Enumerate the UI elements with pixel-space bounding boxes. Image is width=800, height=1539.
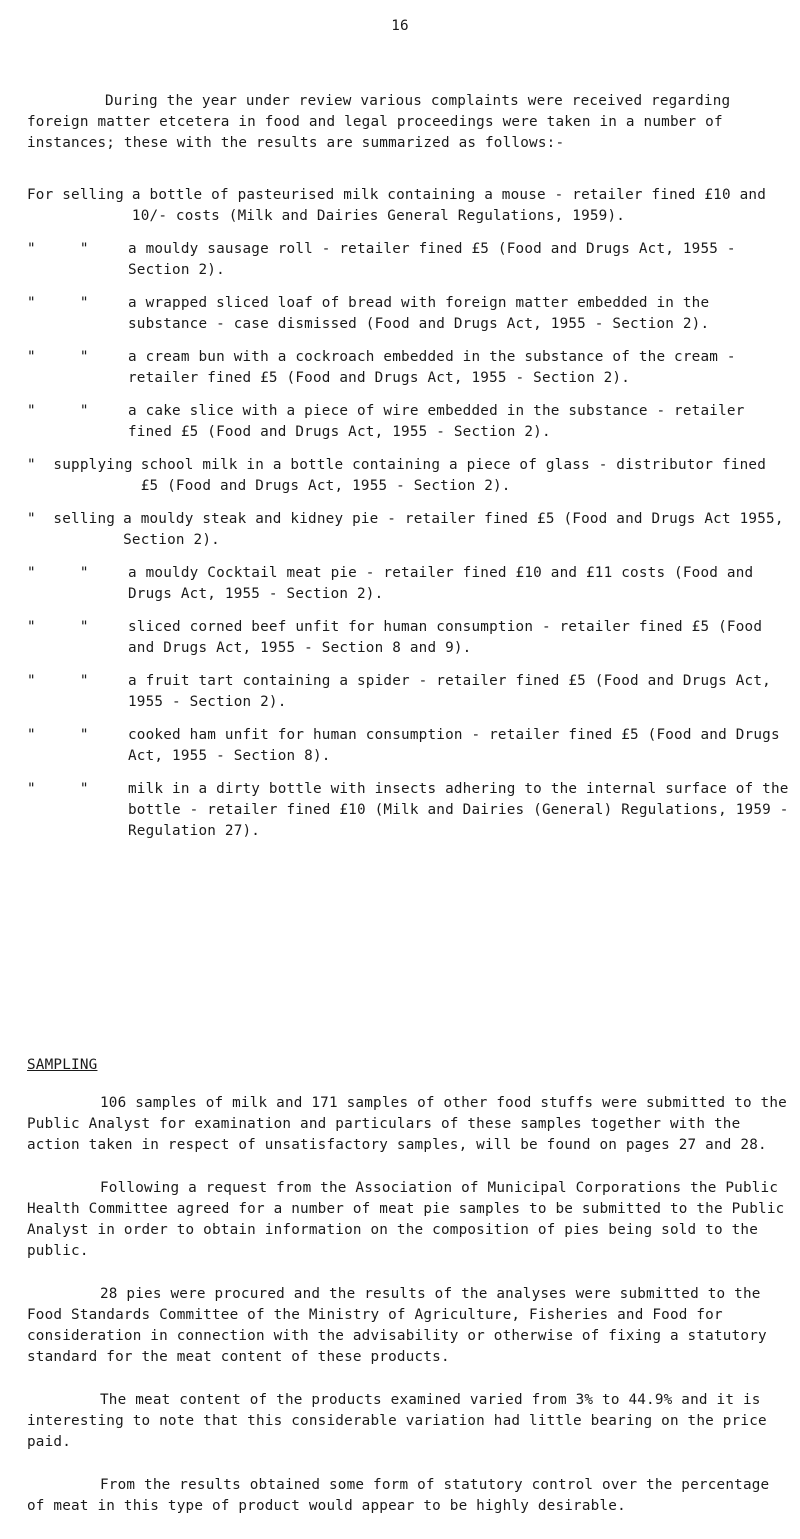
sampling-paragraph: 106 samples of milk and 171 samples of other food stuffs were submitted to the Public Analyst for examination and particulars of these samples together with the action taken in respect of unsatisfactory samples, will be found on pages 27 and 28.	[27, 1095, 787, 1153]
proceeding-lead: " "	[27, 241, 89, 257]
proceeding-text: a fruit tart containing a spider - retailer fined £5 (Food and Drugs Act, 1955 - Section 2).	[128, 673, 771, 710]
proceeding-item	[0, 347, 800, 389]
proceeding-lead: " "	[27, 349, 89, 365]
sampling-paragraph: The meat content of the products examined varied from 3% to 44.9% and it is interesting to note that this considerable variation had little bearing on the price paid.	[27, 1392, 767, 1450]
proceeding-lead: " selling	[27, 511, 116, 527]
proceeding-text: a cream bun with a cockroach embedded in the substance of the cream - retailer fined £5 (Food and Drugs Act, 1955 - Section 2).	[128, 349, 736, 386]
sampling-paragraph: From the results obtained some form of statutory control over the percentage of meat in this type of product would appear to be highly desirable.	[27, 1477, 770, 1514]
proceeding-item	[0, 563, 800, 605]
proceeding-lead: " "	[27, 673, 89, 689]
proceeding-text: milk in a dirty bottle with insects adhering to the internal surface of the bottle - retailer fined £10 (Milk and Dairies (General) Regulations, 1959 - Regulation 27).	[128, 781, 789, 839]
proceeding-item	[0, 671, 800, 713]
proceeding-item	[0, 725, 800, 767]
proceeding-text: a mouldy Cocktail meat pie - retailer fined £10 and £11 costs (Food and Drugs Act, 1955 - Section 2).	[128, 565, 754, 602]
proceeding-text: school milk in a bottle containing a piece of glass - distributor fined £5 (Food and Drugs Act, 1955 - Section 2).	[140, 457, 767, 494]
proceeding-item	[0, 509, 800, 551]
sampling-paragraph: 28 pies were procured and the results of the analyses were submitted to the Food Standards Committee of the Ministry of Agriculture, Fisheries and Food for consideration in connection with the advisability or otherwise of fixing a statutory standard for the meat content of these products.	[27, 1286, 767, 1365]
sampling-section	[27, 1093, 787, 1539]
proceeding-text: a mouldy sausage roll - retailer fined £5 (Food and Drugs Act, 1955 - Section 2).	[128, 241, 736, 278]
proceeding-text: a bottle of pasteurised milk containing a mouse - retailer fined £10 and 10/- costs (Milk and Dairies General Regulations, 1959).	[131, 187, 767, 224]
section-heading-sampling: SAMPLING	[27, 1057, 98, 1073]
proceeding-text: a mouldy steak and kidney pie - retailer fined £5 (Food and Drugs Act 1955, Section 2).	[123, 511, 784, 548]
proceeding-item	[0, 617, 800, 659]
proceeding-item	[0, 239, 800, 281]
proceeding-lead: " supplying	[27, 457, 133, 473]
proceeding-item	[0, 455, 800, 497]
proceeding-text: sliced corned beef unfit for human consumption - retailer fined £5 (Food and Drugs Act, 1955 - Section 8 and 9).	[128, 619, 763, 656]
proceeding-lead: " "	[27, 781, 89, 797]
proceeding-lead: " "	[27, 619, 89, 635]
proceeding-text: a wrapped sliced loaf of bread with foreign matter embedded in the substance - case dismissed (Food and Drugs Act, 1955 - Section 2).	[128, 295, 710, 332]
proceeding-item	[0, 779, 800, 842]
proceeding-lead: " "	[27, 565, 89, 581]
proceeding-text: cooked ham unfit for human consumption - retailer fined £5 (Food and Drugs Act, 1955 - Section 8).	[128, 727, 780, 764]
proceeding-item	[0, 401, 800, 443]
proceeding-lead: " "	[27, 727, 89, 743]
sampling-paragraph: Following a request from the Association of Municipal Corporations the Public Health Committee agreed for a number of meat pie samples to be submitted to the Public Analyst in order to obtain information on the composition of pies being sold to the public.	[27, 1180, 785, 1259]
page-number: 16	[391, 18, 409, 34]
proceeding-item	[0, 185, 800, 227]
proceeding-item	[0, 293, 800, 335]
proceeding-lead: For selling	[27, 187, 124, 203]
proceeding-text: a cake slice with a piece of wire embedded in the substance - retailer fined £5 (Food and Drugs Act, 1955 - Section 2).	[128, 403, 745, 440]
intro-paragraph: During the year under review various complaints were received regarding foreign matter etcetera in food and legal proceedings were taken in a number of instances; these with the results are summarized as follows:-	[27, 93, 731, 151]
proceeding-lead: " "	[27, 403, 89, 419]
proceeding-lead: " "	[27, 295, 89, 311]
proceedings-list	[0, 185, 800, 854]
